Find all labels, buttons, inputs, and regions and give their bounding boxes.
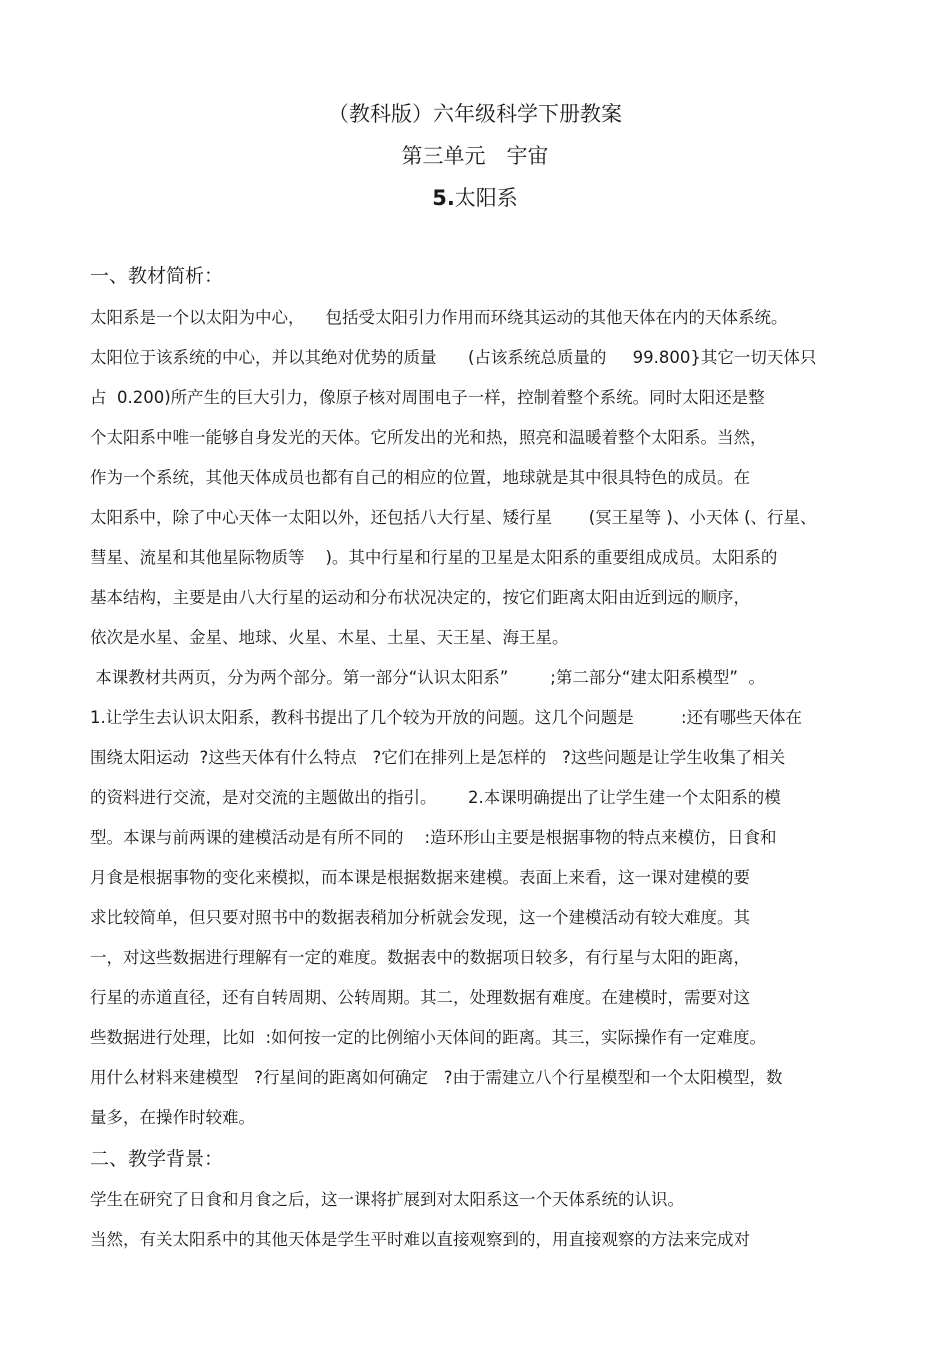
paragraph-line: 用什么材料来建模型 ?行星间的距离如何确定 ?由于需建立八个行星模型和一个太阳模型，数 — [90, 1068, 783, 1087]
lesson-number: 5. — [432, 186, 455, 210]
paragraph-line: 求比较简单，但只要对照书中的数据表稍加分析就会发现，这一个建模活动有较大难度。其 — [90, 908, 750, 927]
paragraph-line: 量多，在操作时较难。 — [90, 1108, 255, 1127]
paragraph-line: 太阳位于该系统的中心，并以其绝对优势的质量 (占该系统总质量的 99.800}其它一切天体只 — [90, 348, 817, 367]
paragraph-line: 围绕太阳运动 ?这些天体有什么特点 ?它们在排列上是怎样的 ?这些问题是让学生收集了相关 — [90, 748, 786, 767]
paragraph-line: 基本结构，主要是由八大行星的运动和分布状况决定的，按它们距离太阳由近到远的顺序， — [90, 588, 750, 607]
paragraph-line: 些数据进行处理，比如 :如何按一定的比例缩小天体间的距离。其三，实际操作有一定难度。 — [90, 1028, 767, 1047]
paragraph-line: 作为一个系统，其他天体成员也都有自己的相应的位置，地球就是其中很具特色的成员。在 — [90, 468, 750, 487]
lesson-name: 太阳系 — [454, 186, 518, 210]
paragraph-line: 学生在研究了日食和月食之后，这一课将扩展到对太阳系这一个天体系统的认识。 — [90, 1190, 684, 1209]
unit-title: 第三单元 宇宙 — [401, 144, 549, 168]
paragraph-line: 行星的赤道直径，还有自转周期、公转周期。其二，处理数据有难度。在建模时，需要对这 — [90, 988, 750, 1007]
paragraph-line: 太阳系中，除了中心天体一太阳以外，还包括八大行星、矮行星 (冥王星等 )、小天体 (、行星、 — [90, 508, 817, 527]
paragraph-line: 占 0.200)所产生的巨大引力，像原子核对周围电子一样，控制着整个系统。同时太阳还是整 — [90, 388, 765, 407]
section-heading-1: 一、教材简析： — [90, 265, 224, 287]
section-heading-2: 二、教学背景： — [90, 1148, 224, 1170]
document-title: （教科版）六年级科学下册教案 — [328, 102, 622, 126]
paragraph-line: 本课教材共两页，分为两个部分。第一部分“认识太阳系” ;第二部分“建太阳系模型” 。 — [90, 668, 765, 687]
paragraph-line: 彗星、流星和其他星际物质等 )。其中行星和行星的卫星是太阳系的重要组成成员。太阳系的 — [90, 548, 778, 567]
paragraph-line: 1.让学生去认识太阳系，教科书提出了几个较为开放的问题。这几个问题是 :还有哪些天体在 — [90, 708, 803, 727]
paragraph-line: 个太阳系中唯一能够自身发光的天体。它所发出的光和热，照亮和温暖着整个太阳系。当然， — [90, 428, 767, 447]
paragraph-line: 太阳系是一个以太阳为中心， 包括受太阳引力作用而环绕其运动的其他天体在内的天体系统。 — [90, 308, 788, 327]
lesson-title — [0, 184, 950, 212]
paragraph-line: 的资料进行交流，是对交流的主题做出的指引。 2.本课明确提出了让学生建一个太阳系的模 — [90, 788, 781, 807]
paragraph-line: 型。本课与前两课的建模活动是有所不同的 :造环形山主要是根据事物的特点来模仿，日食和 — [90, 828, 777, 847]
paragraph-line: 当然，有关太阳系中的其他天体是学生平时难以直接观察到的，用直接观察的方法来完成对 — [90, 1230, 750, 1249]
paragraph-line: 一，对这些数据进行理解有一定的难度。数据表中的数据项日较多，有行星与太阳的距离， — [90, 948, 750, 967]
paragraph-line: 依次是水星、金星、地球、火星、木星、土星、天王星、海王星。 — [90, 628, 569, 647]
paragraph-line: 月食是根据事物的变化来模拟，而本课是根据数据来建模。表面上来看，这一课对建模的要 — [90, 868, 750, 887]
